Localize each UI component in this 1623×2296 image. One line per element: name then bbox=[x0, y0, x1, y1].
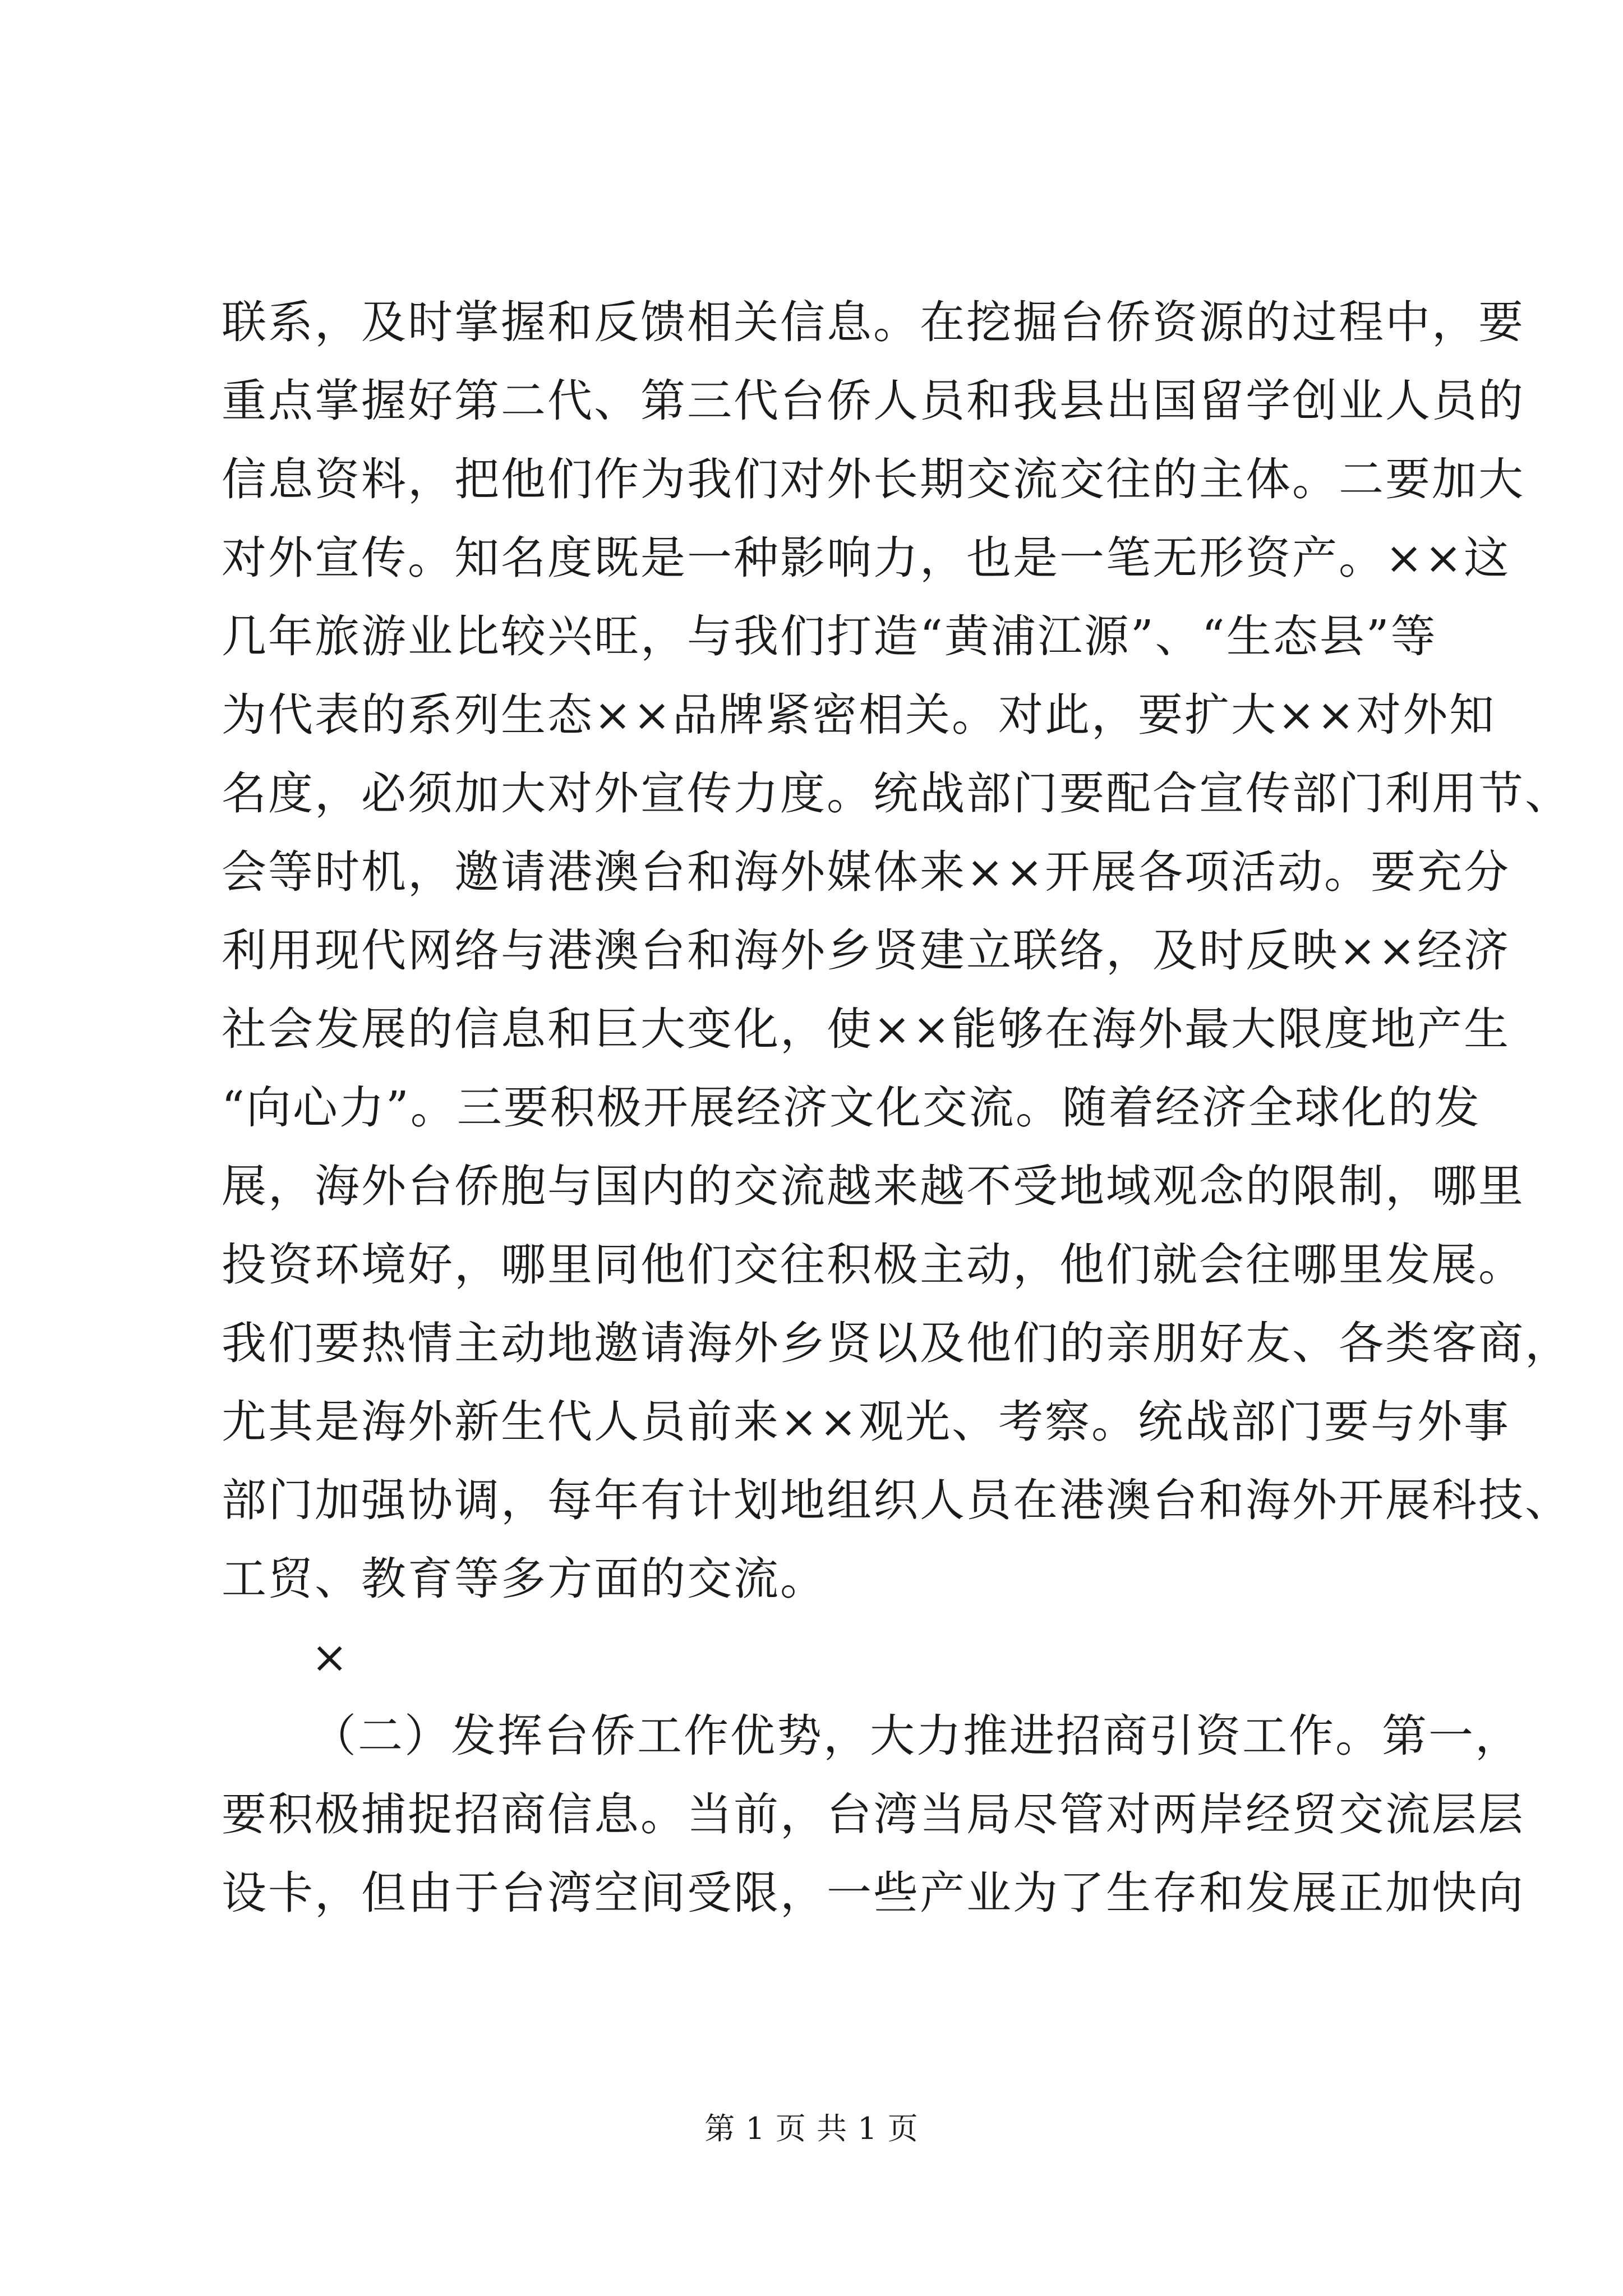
paragraph-line: 会等时机，邀请港澳台和海外媒体来××开展各项活动。要充分 bbox=[222, 846, 1511, 898]
paragraph-line: 尤其是海外新生代人员前来××观光、考察。统战部门要与外事 bbox=[222, 1396, 1511, 1448]
paragraph-line: 重点掌握好第二代、第三代台侨人员和我县出国留学创业人员的 bbox=[222, 375, 1525, 427]
paragraph-line: 我们要热情主动地邀请海外乡贤以及他们的亲朋好友、各类客商， bbox=[222, 1317, 1571, 1369]
paragraph-line: 为代表的系列生态××品牌紧密相关。对此，要扩大××对外知 bbox=[222, 689, 1496, 741]
page-number-footer: 第 1 页 共 1 页 bbox=[704, 2111, 919, 2146]
separator-mark: × bbox=[311, 1632, 350, 1683]
document-body bbox=[222, 283, 1571, 1932]
paragraph-line: 对外宣传。知名度既是一种影响力，也是一笔无形资产。××这 bbox=[222, 532, 1511, 584]
paragraph-line: 名度，必须加大对外宣传力度。统战部门要配合宣传部门利用节、 bbox=[222, 767, 1571, 820]
paragraph-line: 部门加强协调，每年有计划地组织人员在港澳台和海外开展科技、 bbox=[222, 1474, 1571, 1526]
paragraph-line: 信息资料，把他们作为我们对外长期交流交往的主体。二要加大 bbox=[222, 453, 1525, 505]
paragraph-line: 要积极捕捉招商信息。当前，台湾当局尽管对两岸经贸交流层层 bbox=[222, 1788, 1525, 1841]
paragraph-line: 利用现代网络与港澳台和海外乡贤建立联络，及时反映××经济 bbox=[222, 924, 1511, 977]
paragraph-line: 设卡，但由于台湾空间受限，一些产业为了生存和发展正加快向 bbox=[222, 1867, 1525, 1919]
paragraph-line: “向心力”。三要积极开展经济文化交流。随着经济全球化的发 bbox=[222, 1082, 1481, 1134]
paragraph-line: 几年旅游业比较兴旺，与我们打造“黄浦江源”、“生态县”等 bbox=[222, 610, 1437, 662]
paragraph-line: 联系，及时掌握和反馈相关信息。在挖掘台侨资源的过程中，要 bbox=[222, 296, 1525, 348]
paragraph-line: 展，海外台侨胞与国内的交流越来越不受地域观念的限制，哪里 bbox=[222, 1160, 1525, 1212]
paragraph-line-last: 工贸、教育等多方面的交流。 bbox=[222, 1553, 827, 1605]
paragraph-line: 投资环境好，哪里同他们交往积极主动，他们就会往哪里发展。 bbox=[222, 1239, 1525, 1291]
section-heading-line: （二）发挥台侨工作优势，大力推进招商引资工作。第一， bbox=[311, 1710, 1521, 1762]
paragraph-line: 社会发展的信息和巨大变化，使××能够在海外最大限度地产生 bbox=[222, 1003, 1511, 1055]
